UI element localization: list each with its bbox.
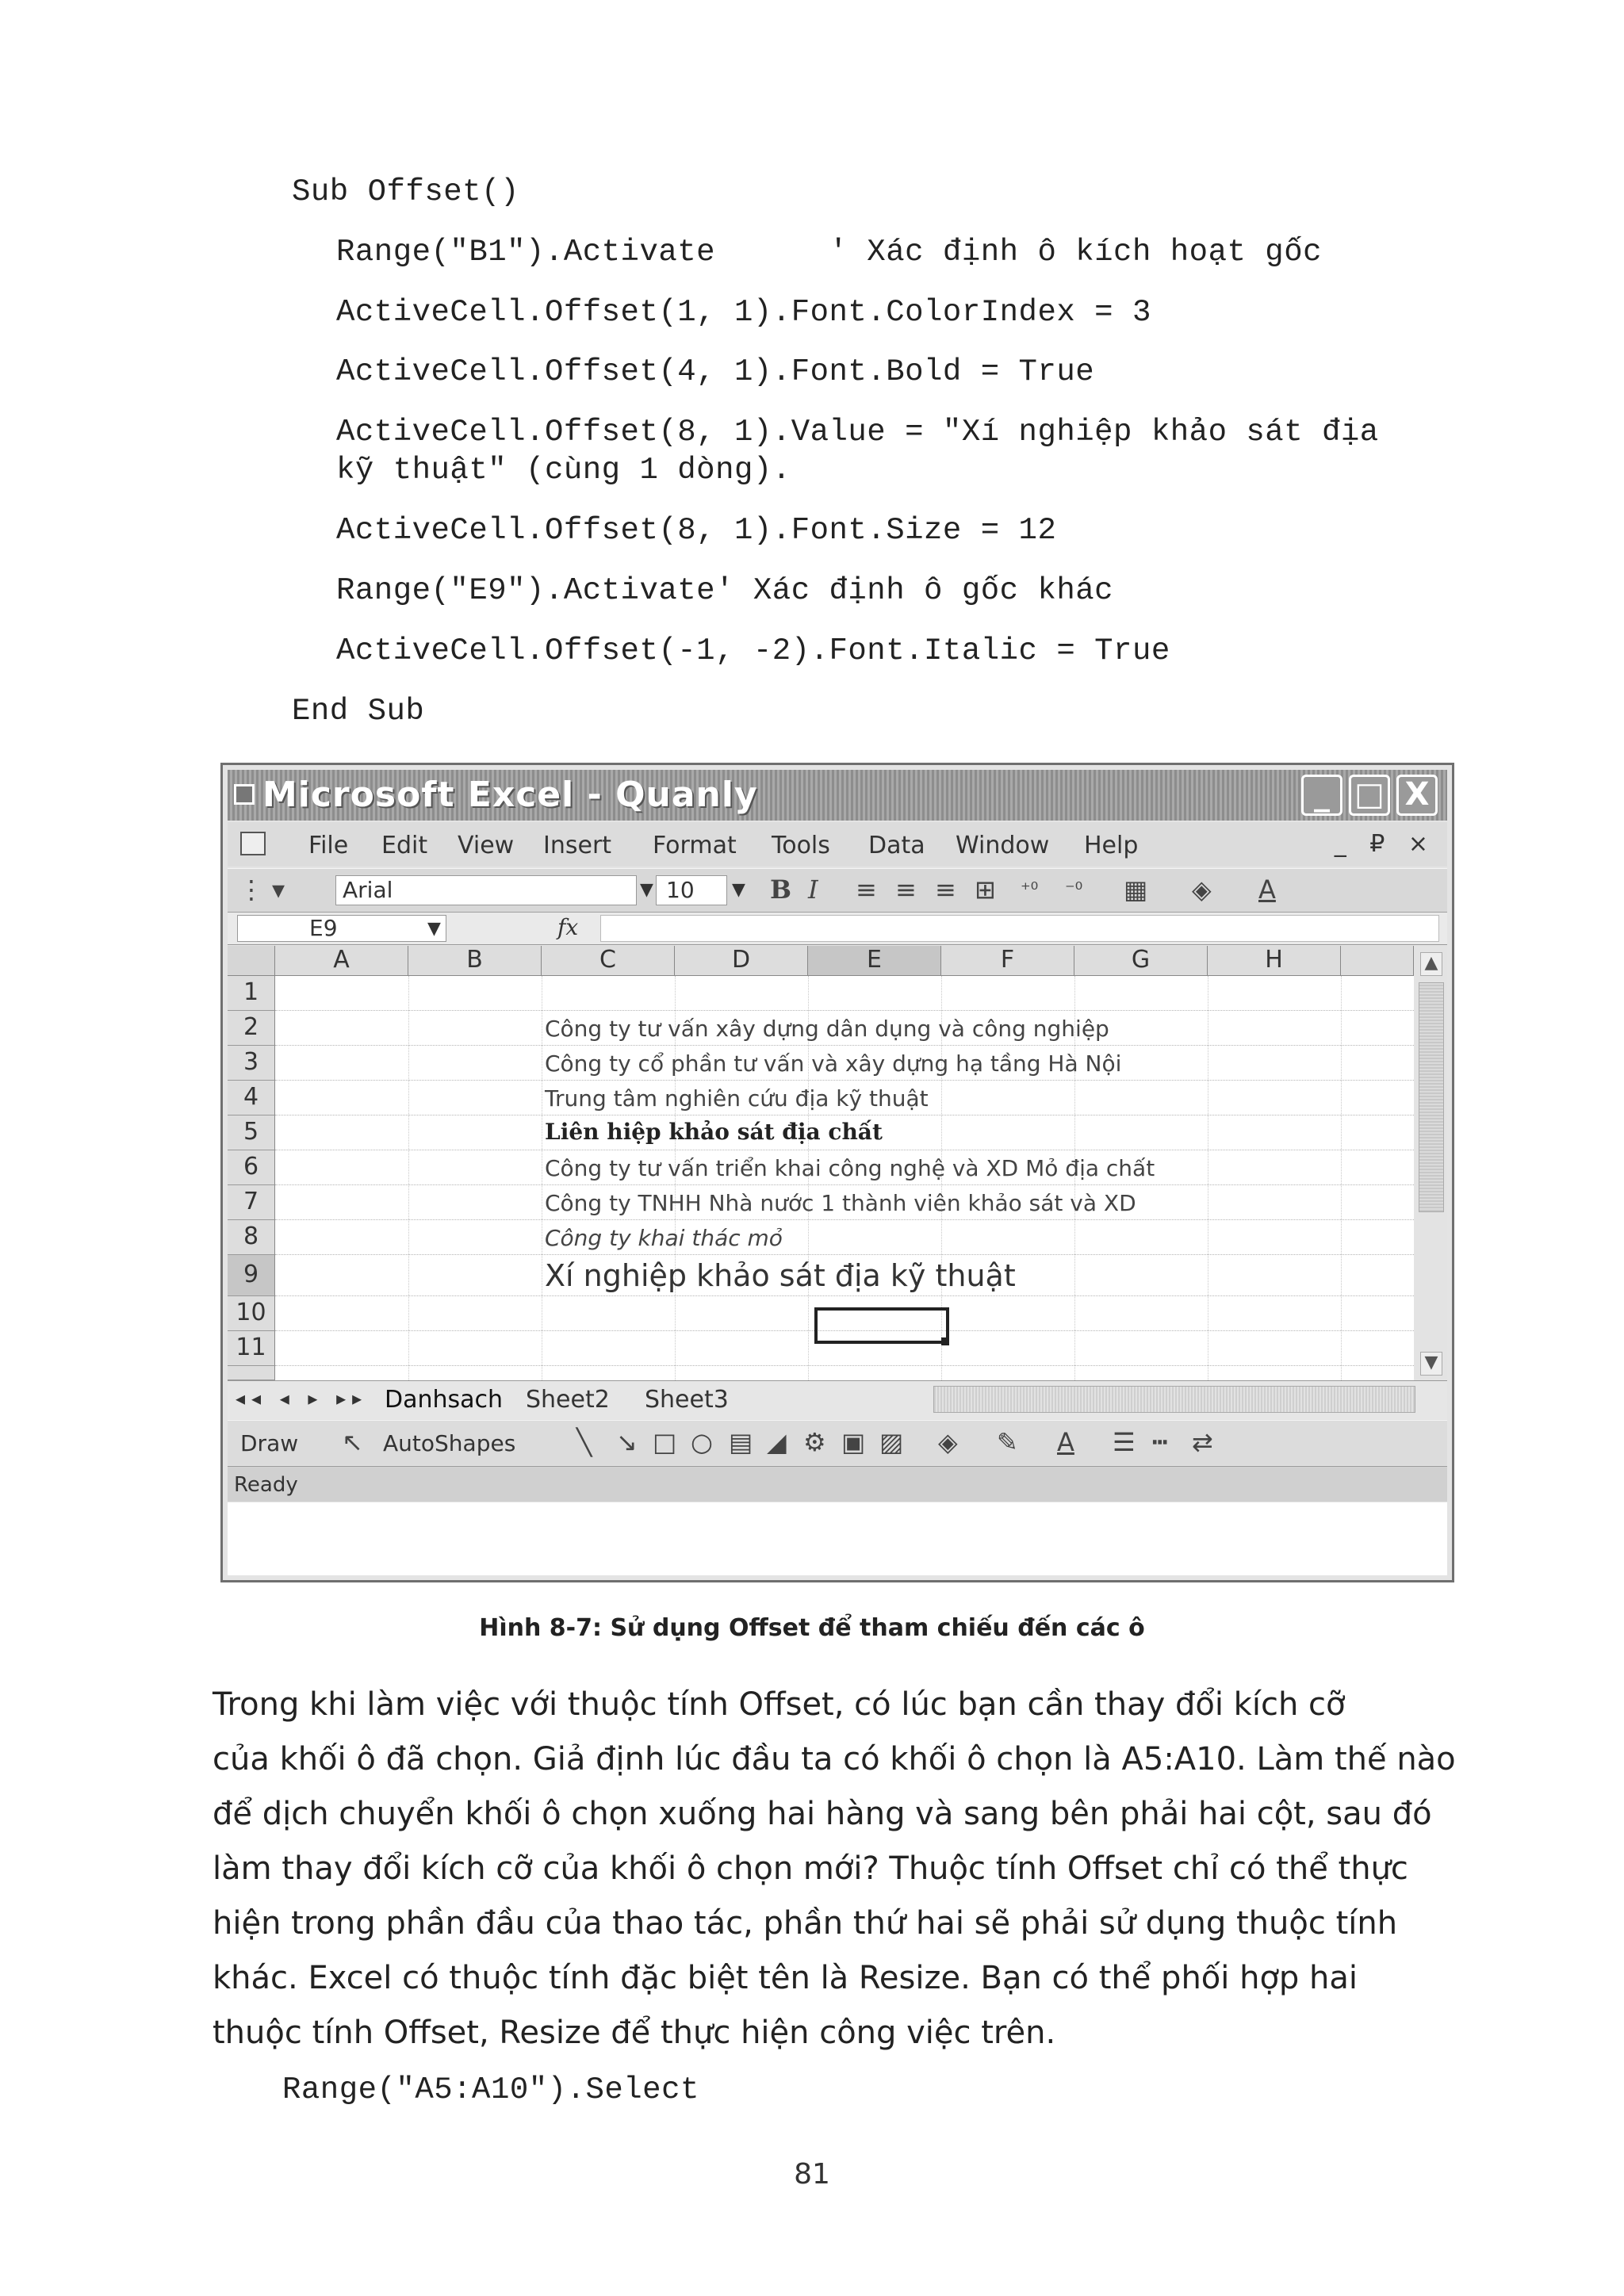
excel-app-icon [234, 784, 255, 805]
draw-menu[interactable]: Draw [240, 1430, 299, 1456]
autoshapes-menu[interactable]: AutoShapes [383, 1430, 516, 1456]
code-line: ActiveCell.Offset(-1, -2).Font.Italic = True [336, 633, 1170, 668]
scroll-thumb[interactable] [1419, 982, 1444, 1212]
picture-icon[interactable]: ▨ [879, 1427, 904, 1457]
oval-icon[interactable]: ○ [691, 1427, 713, 1457]
name-box[interactable]: E9 [237, 915, 446, 942]
fill-color-icon[interactable]: ◈ [1192, 874, 1212, 905]
wordart-icon[interactable]: ◢ [767, 1427, 787, 1457]
cell-c2[interactable]: Công ty tư vấn xây dựng dân dụng và công nghiệp [545, 1016, 1109, 1042]
workbook-window-controls[interactable]: _ ₽ × [1334, 830, 1436, 858]
column-header[interactable]: B [408, 946, 542, 976]
tab-danhsach[interactable]: Danhsach [385, 1386, 504, 1414]
paragraph-line: hiện trong phần đầu của thao tác, phần thứ hai sẽ phải sử dụng thuộc tính [213, 1905, 1398, 1942]
paragraph-line: của khối ô đã chọn. Giả định lúc đầu ta có khối ô chọn là A5:A10. Làm thế nào [213, 1741, 1456, 1777]
arrow-icon[interactable]: ↘ [616, 1427, 638, 1457]
row-header[interactable]: 8 [228, 1220, 275, 1255]
horizontal-scrollbar[interactable] [933, 1386, 1415, 1413]
row-header[interactable]: 5 [228, 1115, 275, 1150]
arrow-style-icon[interactable]: ⇄ [1192, 1427, 1213, 1457]
menu-help[interactable]: Help [1084, 832, 1139, 859]
close-button[interactable]: X [1396, 775, 1438, 816]
status-bar [228, 1466, 1447, 1502]
line-style-icon[interactable]: ☰ [1113, 1427, 1136, 1457]
window-bottom-edge [228, 1502, 1447, 1575]
paragraph-line: khác. Excel có thuộc tính đặc biệt tên là Resize. Bạn có thể phối hợp hai [213, 1960, 1358, 1996]
cell-c5[interactable]: Liên hiệp khảo sát địa chất [545, 1119, 883, 1145]
row-header[interactable]: 11 [228, 1331, 275, 1366]
column-header[interactable]: G [1074, 946, 1208, 976]
column-header[interactable]: H [1208, 946, 1341, 976]
paragraph-line: thuộc tính Offset, Resize để thực hiện công việc trên. [213, 2015, 1056, 2051]
row-header[interactable]: 4 [228, 1081, 275, 1115]
clipart-icon[interactable]: ▣ [841, 1427, 866, 1457]
column-header[interactable]: E [808, 946, 941, 976]
paragraph-line: làm thay đổi kích cỡ của khối ô chọn mới? Thuộc tính Offset chỉ có thể thực [213, 1850, 1408, 1887]
draw-font-color-icon[interactable]: A [1057, 1427, 1074, 1457]
menu-bar [228, 822, 1447, 867]
menu-format[interactable]: Format [653, 832, 737, 859]
font-size-box[interactable]: 10 [656, 875, 727, 905]
sheet-nav-arrows-icon[interactable]: ◂◂ ◂ ▸ ▸▸ [236, 1387, 369, 1410]
menu-tools[interactable]: Tools [772, 832, 830, 859]
workbook-icon[interactable] [240, 832, 266, 855]
column-header[interactable]: C [542, 946, 675, 976]
row-header[interactable] [228, 1366, 275, 1380]
merge-center-icon[interactable]: ⊞ [975, 874, 996, 905]
align-left-icon[interactable]: ≡ [856, 874, 877, 905]
font-color-icon[interactable]: A [1258, 874, 1276, 905]
textbox-icon[interactable]: ▤ [729, 1427, 753, 1457]
borders-icon[interactable]: ▦ [1124, 874, 1148, 905]
formatting-toolbar [228, 868, 1447, 913]
dash-style-icon[interactable]: ┅ [1152, 1427, 1168, 1457]
column-header[interactable] [1341, 946, 1414, 976]
toolbar-options-icon[interactable]: ▾ [272, 874, 285, 905]
italic-icon[interactable]: I [808, 874, 818, 905]
toolbar-handle-icon: ⋮ [239, 874, 264, 905]
scroll-down-icon[interactable]: ▼ [1420, 1352, 1442, 1376]
row-header[interactable]: 7 [228, 1185, 275, 1220]
tab-sheet2[interactable]: Sheet2 [526, 1386, 610, 1414]
diagram-icon[interactable]: ⚙ [803, 1427, 826, 1457]
fx-icon[interactable]: fx [557, 914, 579, 940]
menu-window[interactable]: Window [956, 832, 1050, 859]
align-right-icon[interactable]: ≡ [935, 874, 956, 905]
row-header[interactable]: 9 [228, 1255, 275, 1296]
code-line: Range("A5:A10").Select [282, 2072, 699, 2107]
tab-sheet3[interactable]: Sheet3 [645, 1386, 729, 1414]
column-header[interactable]: F [941, 946, 1074, 976]
formula-bar [228, 913, 1447, 945]
column-header[interactable]: A [275, 946, 408, 976]
vertical-scrollbar[interactable] [1415, 946, 1447, 1380]
select-all-corner[interactable] [228, 946, 275, 976]
code-line: ActiveCell.Offset(8, 1).Font.Size = 12 [336, 513, 1057, 548]
menu-view[interactable]: View [458, 832, 515, 859]
drawing-toolbar [228, 1420, 1447, 1465]
row-header[interactable]: 1 [228, 976, 275, 1011]
bold-icon[interactable]: B [770, 874, 792, 905]
cell-c3[interactable]: Công ty cổ phần tư vấn và xây dựng hạ tầng Hà Nội [545, 1050, 1122, 1077]
size-dropdown-icon[interactable]: ▼ [732, 880, 745, 900]
cell-c7[interactable]: Công ty TNHH Nhà nước 1 thành viên khảo sát và XD [545, 1190, 1136, 1216]
row-header[interactable]: 2 [228, 1011, 275, 1046]
code-line: ActiveCell.Offset(8, 1).Value = "Xí nghiệp khảo sát địa [336, 415, 1379, 450]
name-box-dropdown-icon[interactable]: ▼ [427, 919, 441, 939]
row-header[interactable]: 3 [228, 1046, 275, 1081]
fill-handle[interactable] [941, 1337, 949, 1345]
menu-file[interactable]: File [308, 832, 349, 859]
code-line: ActiveCell.Offset(4, 1).Font.Bold = True [336, 354, 1095, 389]
menu-insert[interactable]: Insert [543, 832, 612, 859]
code-line: Range("E9").Activate' Xác định ô gốc khác [336, 573, 1114, 608]
menu-data[interactable]: Data [868, 832, 925, 859]
menu-edit[interactable]: Edit [381, 832, 428, 859]
window-title: Microsoft Excel - Quanly [262, 775, 758, 815]
cell-c9[interactable]: Xí nghiệp khảo sát địa kỹ thuật [545, 1258, 1016, 1293]
decrease-decimal-icon[interactable]: ⁻⁰ [1065, 878, 1083, 901]
align-center-icon[interactable]: ≡ [895, 874, 917, 905]
active-cell-e9[interactable] [814, 1307, 949, 1344]
code-line: Range("B1").Activate ' Xác định ô kích hoạt gốc [336, 235, 1322, 270]
code-line: kỹ thuật" (cùng 1 dòng). [336, 453, 791, 488]
paragraph-line: để dịch chuyển khối ô chọn xuống hai hàng và sang bên phải hai cột, sau đó [213, 1796, 1432, 1832]
fill-color-draw-icon[interactable]: ◈ [938, 1427, 958, 1457]
figure-caption: Hình 8-7: Sử dụng Offset để tham chiếu đến các ô [479, 1614, 1145, 1642]
minimize-button[interactable]: _ [1301, 775, 1342, 816]
status-text: Ready [234, 1473, 298, 1497]
title-bar [228, 770, 1447, 821]
paragraph-line: Trong khi làm việc với thuộc tính Offset, có lúc bạn cần thay đổi kích cỡ [213, 1686, 1346, 1723]
row-header[interactable]: 10 [228, 1296, 275, 1331]
increase-decimal-icon[interactable]: ⁺⁰ [1021, 878, 1039, 901]
font-name-box[interactable]: Arial [335, 875, 637, 905]
line-color-icon[interactable]: ✎ [997, 1427, 1018, 1457]
excel-window [220, 763, 1454, 1582]
cell-c6[interactable]: Công ty tư vấn triển khai công nghệ và XD Mỏ địa chất [545, 1155, 1155, 1181]
font-dropdown-icon[interactable]: ▼ [640, 880, 653, 900]
cell-c8[interactable]: Công ty khai thác mỏ [545, 1225, 783, 1251]
column-header[interactable]: D [675, 946, 808, 976]
rectangle-icon[interactable]: □ [653, 1427, 677, 1457]
page-number: 81 [794, 2158, 830, 2191]
maximize-button[interactable]: □ [1349, 775, 1390, 816]
formula-input[interactable] [600, 915, 1439, 942]
scroll-up-icon[interactable]: ▲ [1420, 952, 1442, 976]
cell-c4[interactable]: Trung tâm nghiên cứu địa kỹ thuật [545, 1085, 929, 1112]
line-icon[interactable]: ╲ [576, 1427, 592, 1457]
code-line: End Sub [292, 694, 425, 729]
row-header[interactable]: 6 [228, 1150, 275, 1185]
code-line: ActiveCell.Offset(1, 1).Font.ColorIndex = 3 [336, 295, 1151, 330]
code-line: Sub Offset() [292, 174, 519, 209]
sheet-tab-bar [228, 1380, 1447, 1419]
select-objects-icon[interactable]: ↖ [342, 1427, 363, 1457]
